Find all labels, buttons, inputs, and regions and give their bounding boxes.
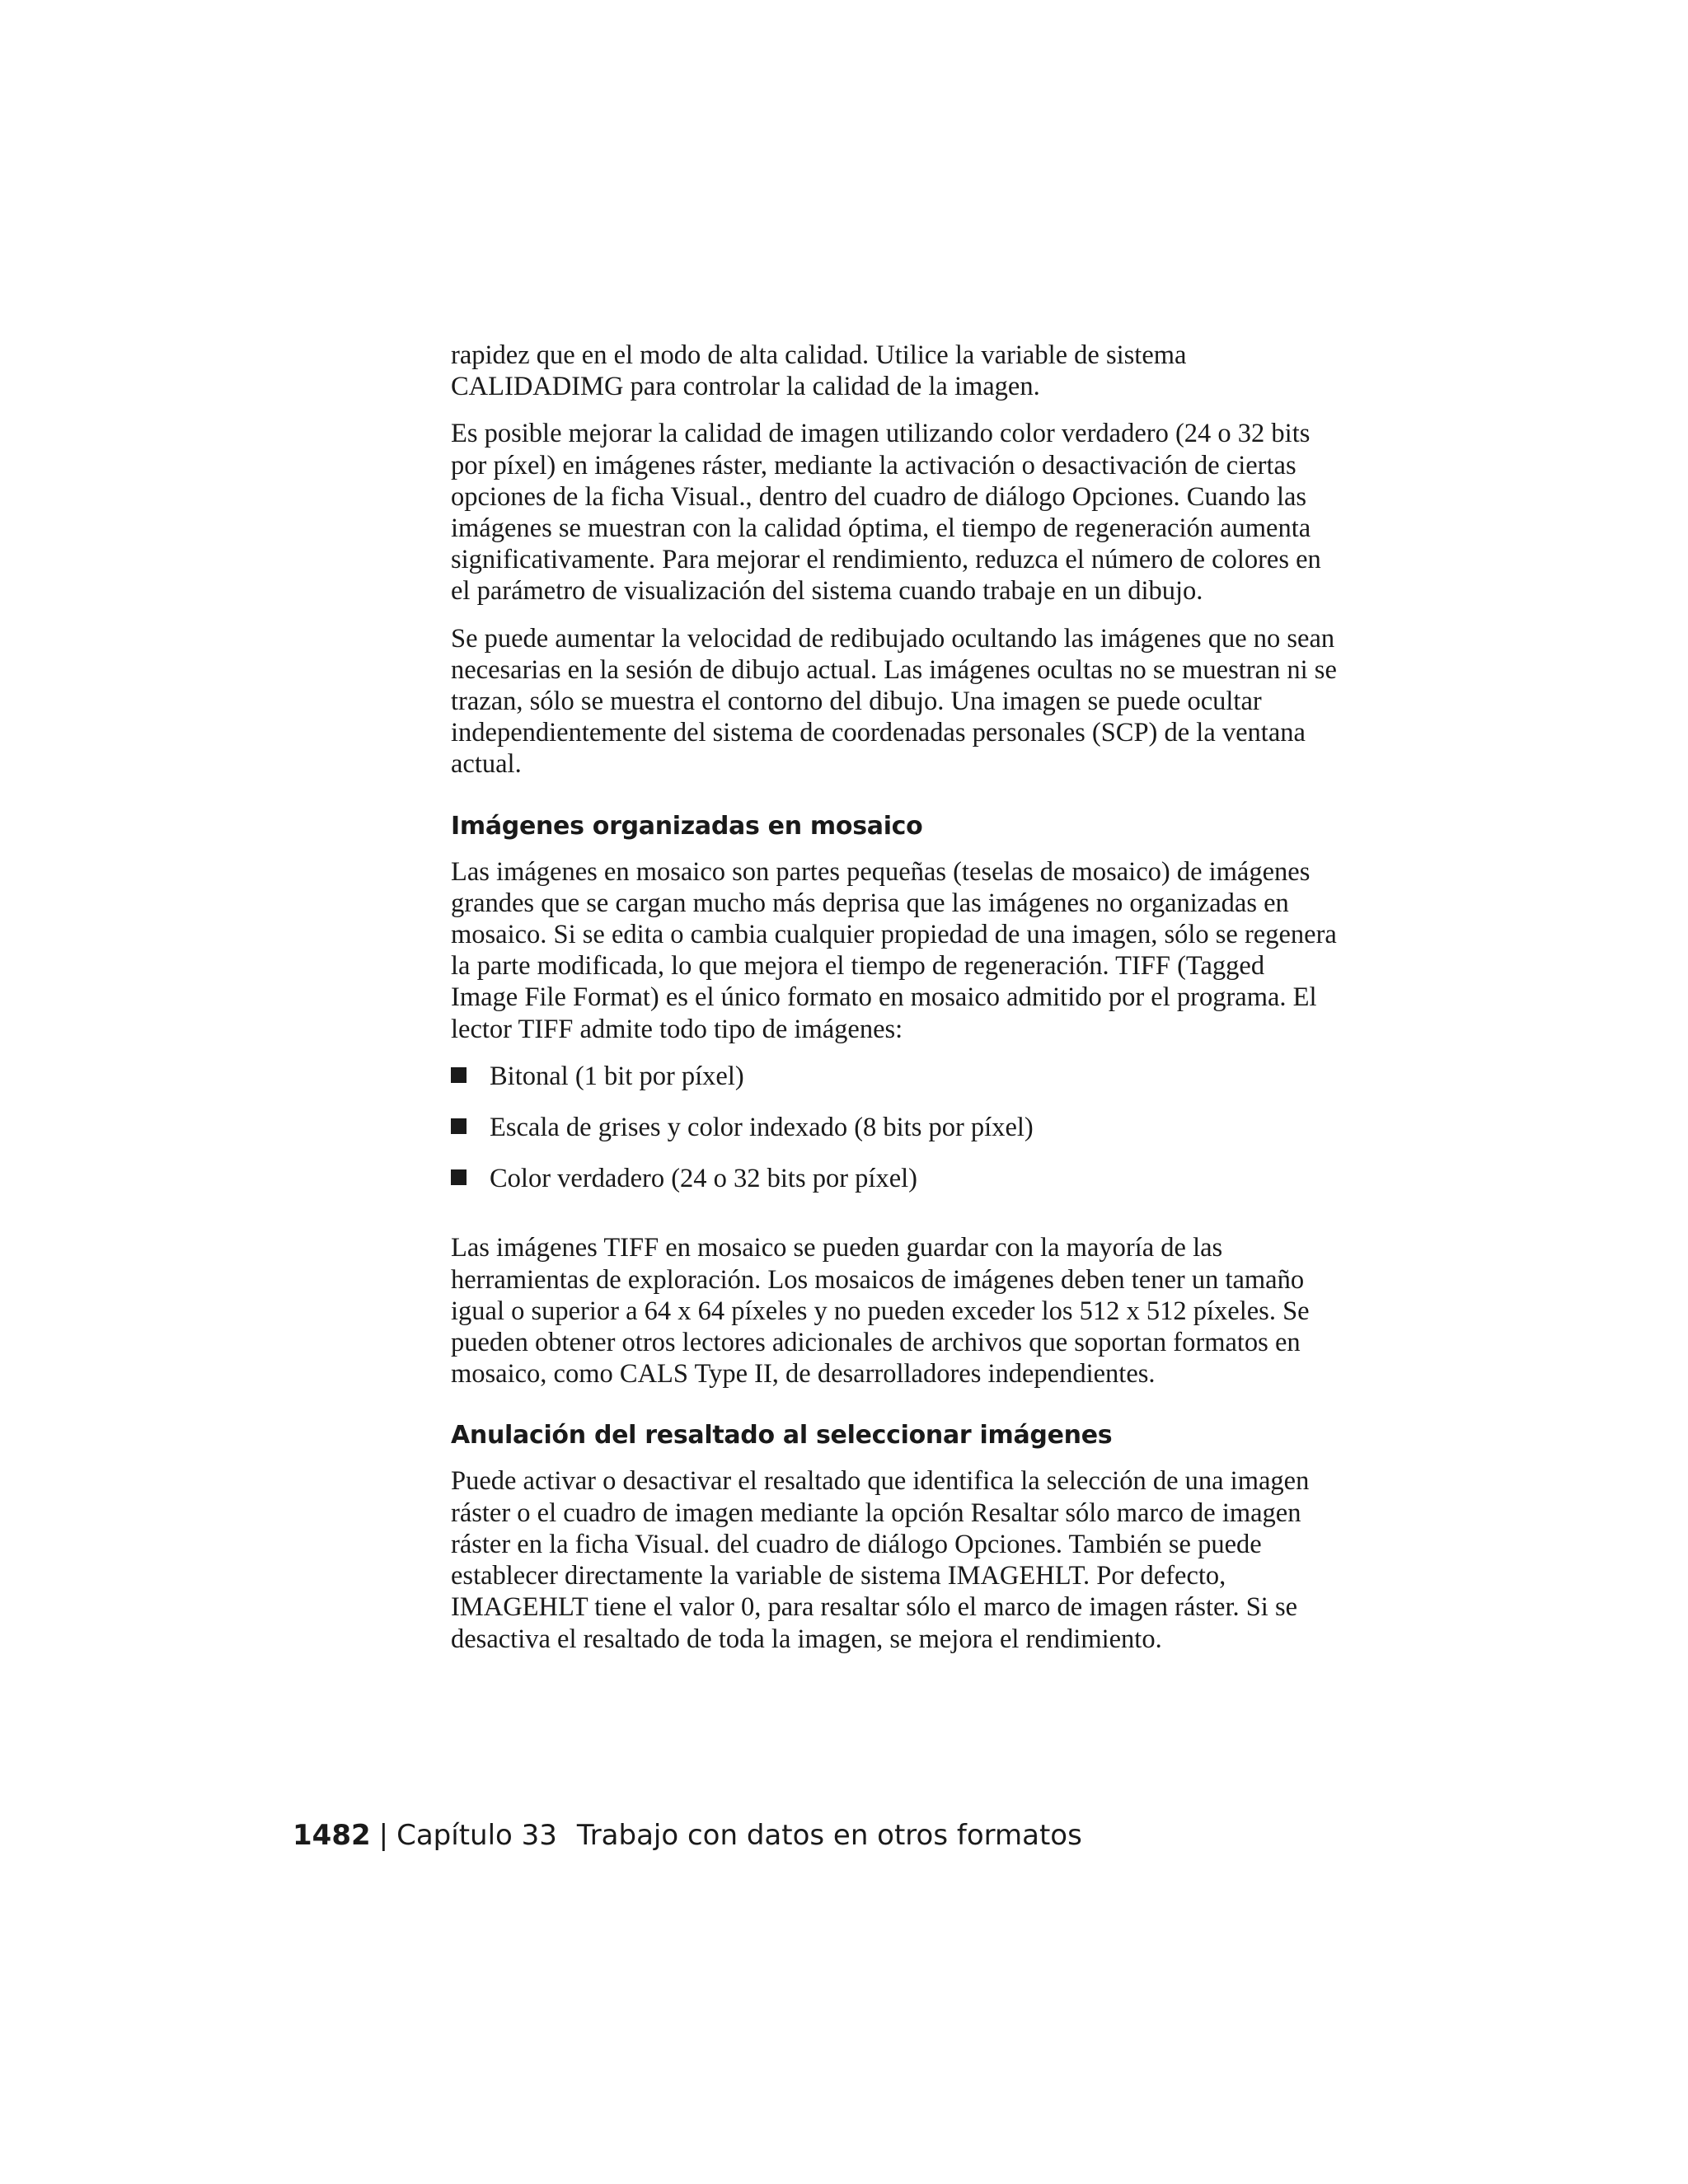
bullet-square-icon xyxy=(451,1067,467,1083)
chapter-label: Capítulo 33 xyxy=(396,1819,557,1852)
list-item xyxy=(451,1163,1337,1194)
list-item xyxy=(451,1061,1337,1092)
body-paragraph: Las imágenes en mosaico son partes pequeñas (teselas de mosaico) de imágenes grandes que se cargan mucho más deprisa que las imágenes no organizadas en mosaico. Si se edita o cambia cualquier propiedad de una imagen, sólo se regenera la parte modificada, lo que mejora el tiempo de regeneración. TIFF (Tagged Image File Format) es el único formato en mosaico admitido por el programa. El lector TIFF admite todo tipo de imágenes: xyxy=(451,856,1337,1044)
page-footer xyxy=(293,1817,1082,1854)
body-paragraph: rapidez que en el modo de alta calidad. Utilice la variable de sistema CALIDADIMG para controlar la calidad de la imagen. xyxy=(451,340,1187,402)
footer-separator: | xyxy=(378,1819,389,1852)
list-item-text: Color verdadero (24 o 32 bits por píxel) xyxy=(490,1164,917,1194)
page-number: 1482 xyxy=(293,1819,371,1852)
page-body xyxy=(451,340,1337,1671)
bullet-square-icon xyxy=(451,1118,467,1134)
body-paragraph: Se puede aumentar la velocidad de redibujado ocultando las imágenes que no sean necesarias en la sesión de dibujo actual. Las imágenes ocultas no se muestran ni se trazan, sólo se muestra el contorno del dibujo. Una imagen se puede ocultar independientemente del sistema de coordenadas personales (SCP) de la ventana actual. xyxy=(451,623,1337,780)
body-paragraph: Es posible mejorar la calidad de imagen utilizando color verdadero (24 o 32 bits por píxel) en imágenes ráster, mediante la activación o desactivación de ciertas opciones de la ficha Visual., dentro del cuadro de diálogo Opciones. Cuando las imágenes se muestran con la calidad óptima, el tiempo de regeneración aumenta significativamente. Para mejorar el rendimiento, reduzca el número de colores en el parámetro de visualización del sistema cuando trabaje en un dibujo. xyxy=(451,419,1321,607)
list-item-text: Escala de grises y color indexado (8 bits por píxel) xyxy=(490,1113,1034,1143)
chapter-title: Trabajo con datos en otros formatos xyxy=(576,1819,1082,1852)
body-paragraph: Puede activar o desactivar el resaltado que identifica la selección de una imagen ráster o el cuadro de imagen mediante la opción Resaltar sólo marco de imagen ráster en la ficha Visual. del cuadro de diálogo Opciones. También se puede establecer directamente la variable de sistema IMAGEHLT. Por defecto, IMAGEHLT tiene el valor 0, para resaltar sólo el marco de imagen ráster. Si se desactiva el resaltado de toda la imagen, se mejora el rendimiento. xyxy=(451,1466,1310,1654)
section-heading-highlight: Anulación del resaltado al seleccionar imágenes xyxy=(451,1421,1113,1451)
bullet-list xyxy=(451,1061,1337,1195)
list-item-text: Bitonal (1 bit por píxel) xyxy=(490,1061,744,1091)
section-heading-tiled-images: Imágenes organizadas en mosaico xyxy=(451,811,923,841)
list-item xyxy=(451,1112,1337,1143)
body-paragraph: Las imágenes TIFF en mosaico se pueden guardar con la mayoría de las herramientas de exploración. Los mosaicos de imágenes deben tener un tamaño igual o superior a 64 x 64 píxeles y no pueden exceder los 512 x 512 píxeles. Se pueden obtener otros lectores adicionales de archivos que soportan formatos en mosaico, como CALS Type II, de desarrolladores independientes. xyxy=(451,1233,1310,1390)
bullet-square-icon xyxy=(451,1169,467,1185)
